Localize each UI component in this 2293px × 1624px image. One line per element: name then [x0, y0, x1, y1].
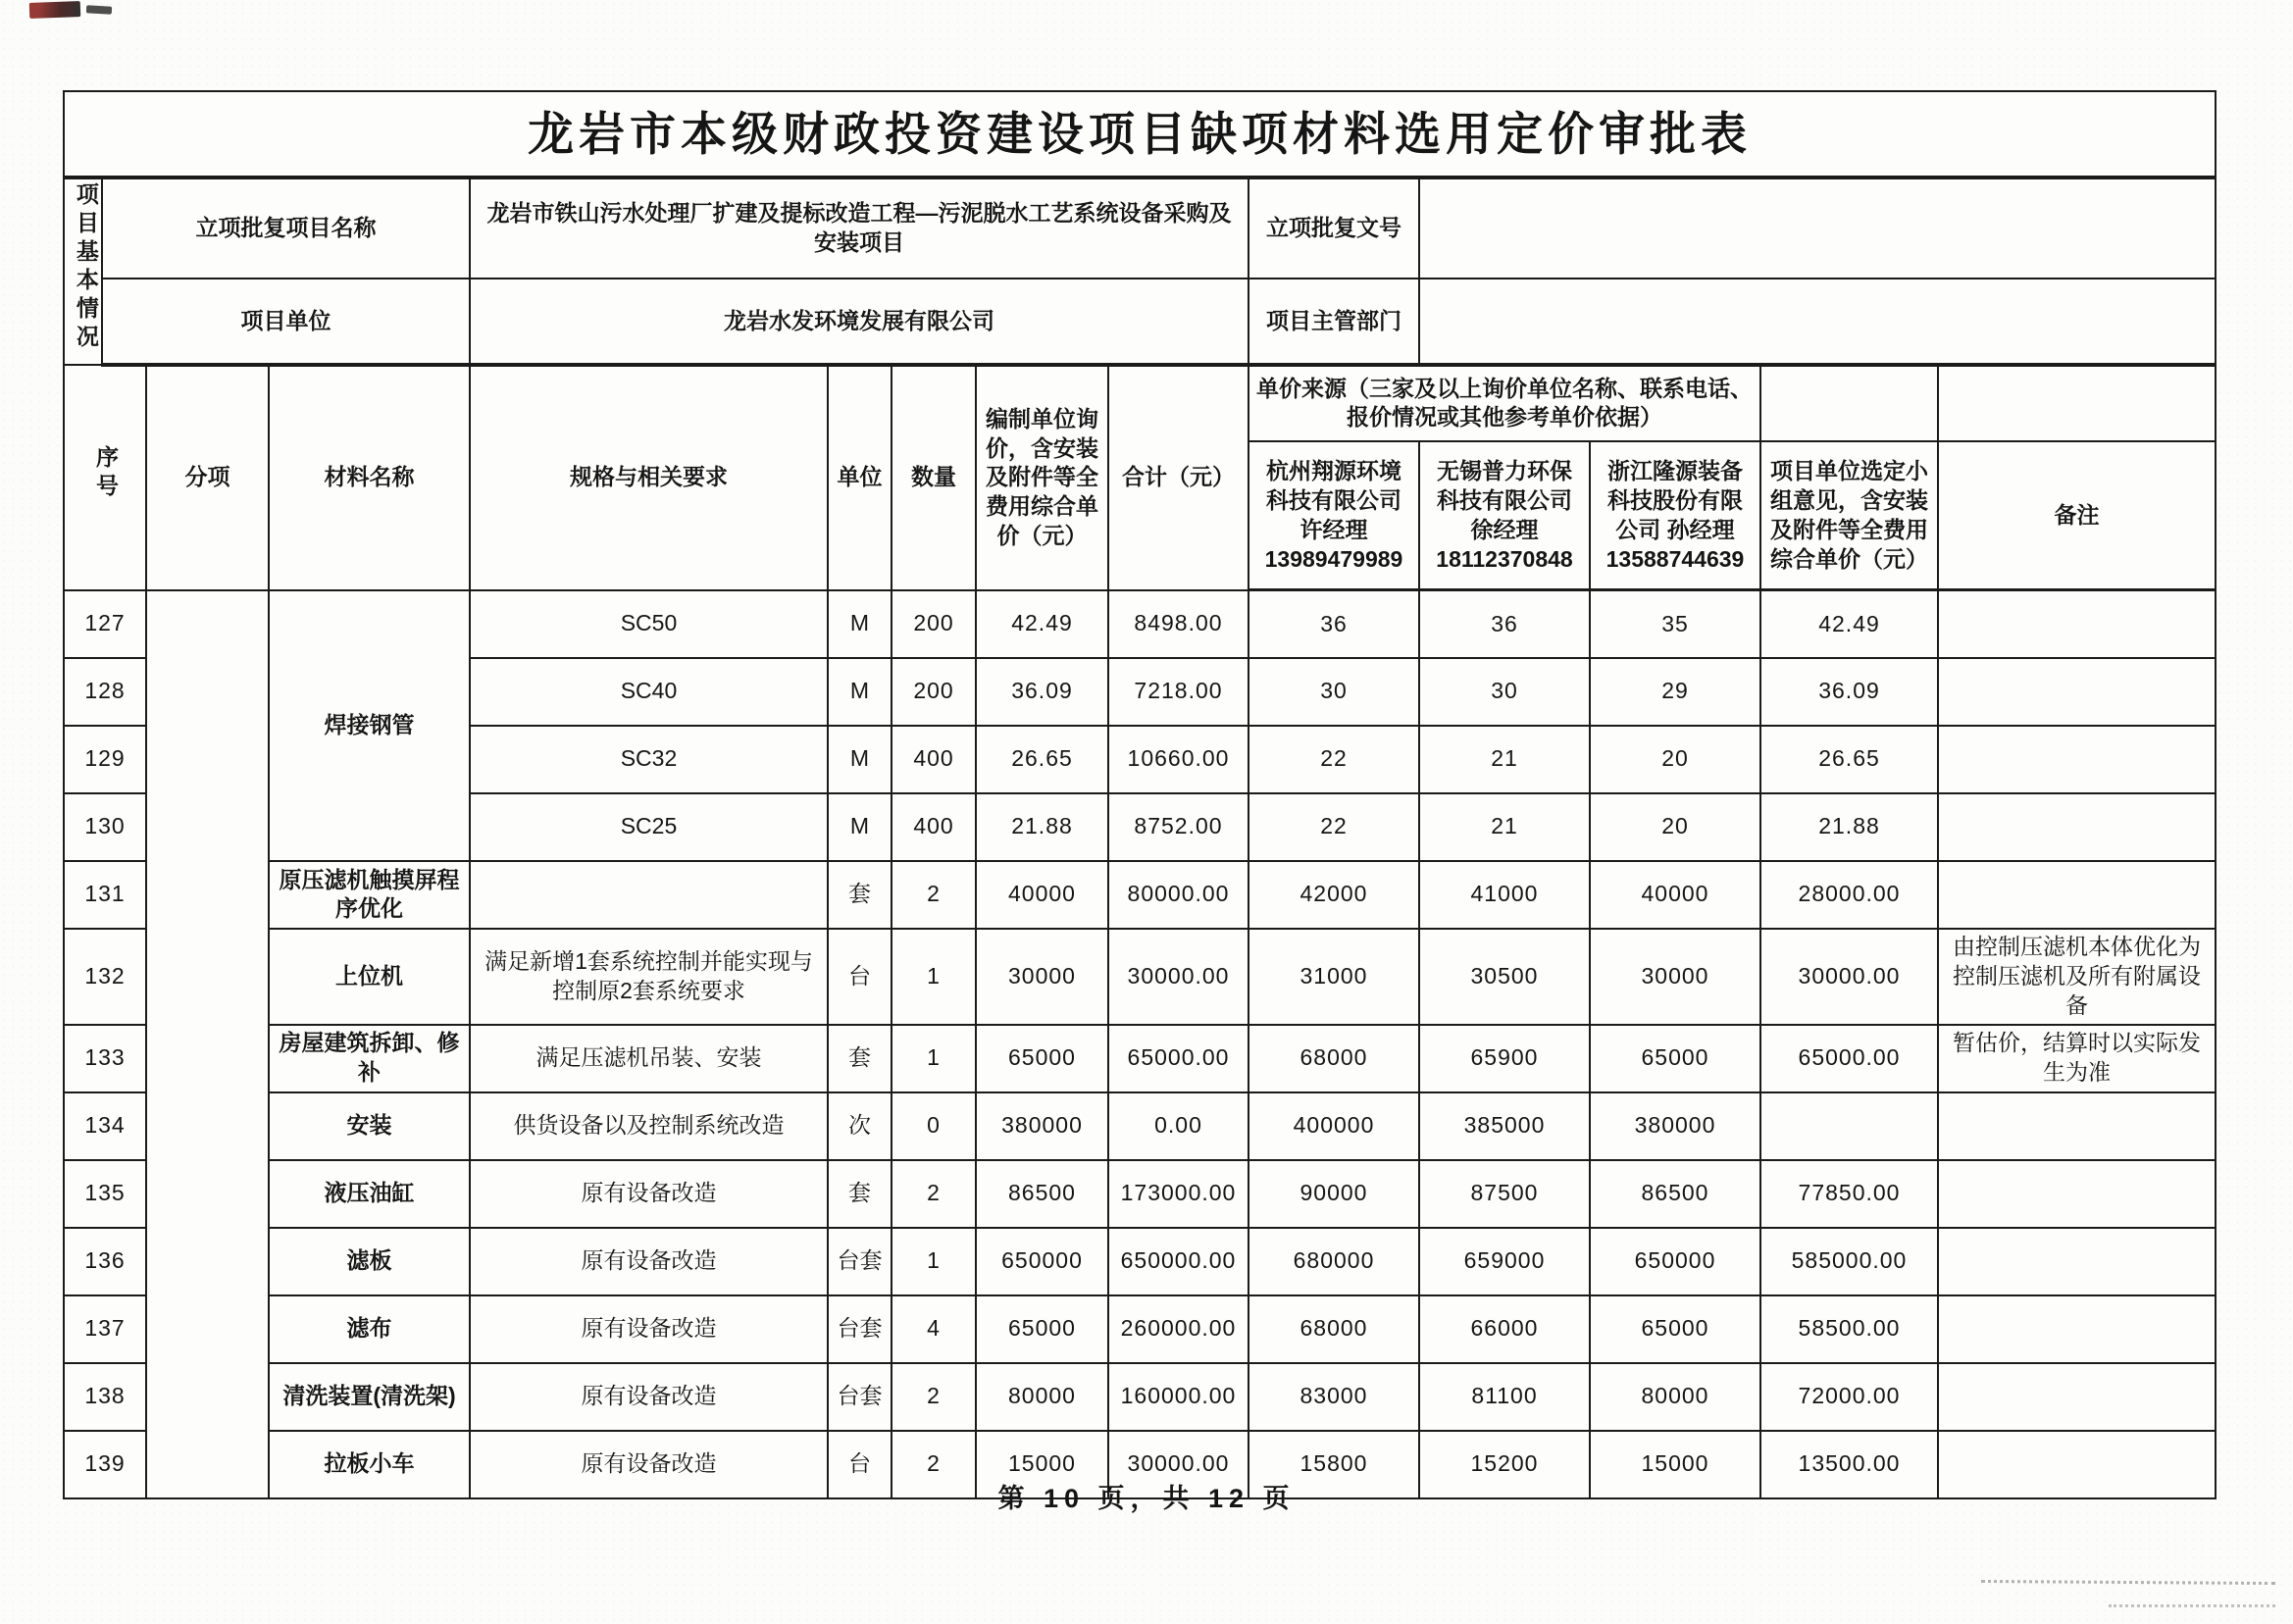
price-cell: 86500: [976, 1160, 1108, 1228]
total-cell: 650000.00: [1108, 1228, 1248, 1295]
vendor3-quote-cell: 40000: [1590, 861, 1760, 929]
col-header-vendor-2: [1419, 441, 1590, 590]
info-label-project-name: 立项批复项目名称: [102, 178, 470, 279]
info-value-project-name: 龙岩市铁山污水处理厂扩建及提标改造工程—污泥脱水工艺系统设备采购及安装项目: [470, 178, 1248, 279]
scan-artifact-bottom-right-2: [2109, 1604, 2275, 1607]
unit-cell: 台套: [828, 1295, 892, 1363]
vendor3-quote-cell: 29: [1590, 658, 1760, 726]
unit-cell: 套: [828, 1160, 892, 1228]
selected-price-cell: 28000.00: [1760, 861, 1938, 929]
vendor3-quote-cell: 86500: [1590, 1160, 1760, 1228]
info-value-supervising-department: [1419, 279, 2216, 365]
qty-cell: 1: [892, 1228, 976, 1295]
unit-cell: M: [828, 658, 892, 726]
vendor2-quote-cell: 385000: [1419, 1092, 1590, 1160]
info-label-approval-number: 立项批复文号: [1248, 178, 1419, 279]
vendor2-quote-cell: 87500: [1419, 1160, 1590, 1228]
selected-price-cell: 77850.00: [1760, 1160, 1938, 1228]
title-cell: [64, 91, 2216, 178]
vendor-name: 无锡普力环保科技有限公司 徐经理: [1437, 457, 1572, 542]
seq-cell: 129: [64, 726, 146, 793]
spec-cell: 原有设备改造: [470, 1295, 828, 1363]
selected-price-cell: 65000.00: [1760, 1025, 1938, 1092]
vendor3-quote-cell: 65000: [1590, 1025, 1760, 1092]
seq-cell: 132: [64, 929, 146, 1025]
remark-cell: [1938, 861, 2216, 929]
col-header-unit-price: 编制单位询价，含安装及附件等全费用综合单价（元）: [976, 365, 1108, 590]
total-cell: 65000.00: [1108, 1025, 1248, 1092]
col-header-subitem: 分项: [146, 365, 269, 590]
vendor3-quote-cell: 35: [1590, 590, 1760, 658]
material-cell: 安装: [269, 1092, 470, 1160]
unit-cell: M: [828, 590, 892, 658]
spec-cell: 供货设备以及控制系统改造: [470, 1092, 828, 1160]
selected-price-cell: 26.65: [1760, 726, 1938, 793]
unit-cell: M: [828, 726, 892, 793]
price-cell: 21.88: [976, 793, 1108, 861]
remark-cell: [1938, 1160, 2216, 1228]
info-side-label-cell: [64, 178, 102, 365]
vendor1-quote-cell: 68000: [1248, 1025, 1419, 1092]
vendor-name: 浙江隆源装备科技股份有限公司 孙经理: [1607, 457, 1743, 542]
selected-price-cell: [1760, 1092, 1938, 1160]
qty-cell: 2: [892, 1363, 976, 1431]
page-footer: 第 10 页，共 12 页: [997, 1484, 1296, 1513]
total-cell: 173000.00: [1108, 1160, 1248, 1228]
table-row: [64, 861, 2216, 929]
vendor3-quote-cell: 65000: [1590, 1295, 1760, 1363]
vendor2-quote-cell: 66000: [1419, 1295, 1590, 1363]
seq-cell: 135: [64, 1160, 146, 1228]
material-cell: 滤板: [269, 1228, 470, 1295]
col-header-selected-price: 项目单位选定小组意见，含安装及附件等全费用综合单价（元）: [1760, 441, 1938, 590]
material-cell: 上位机: [269, 929, 470, 1025]
total-cell: 260000.00: [1108, 1295, 1248, 1363]
remark-cell: [1938, 1363, 2216, 1431]
unit-cell: 套: [828, 861, 892, 929]
material-cell: 房屋建筑拆卸、修补: [269, 1025, 470, 1092]
vendor2-quote-cell: 15200: [1419, 1431, 1590, 1498]
qty-cell: 0: [892, 1092, 976, 1160]
spec-cell: 原有设备改造: [470, 1228, 828, 1295]
unit-cell: M: [828, 793, 892, 861]
vendor3-quote-cell: 20: [1590, 726, 1760, 793]
price-cell: 65000: [976, 1025, 1108, 1092]
price-cell: 80000: [976, 1363, 1108, 1431]
remark-cell: [1938, 590, 2216, 658]
spec-cell: 原有设备改造: [470, 1160, 828, 1228]
price-cell: 380000: [976, 1092, 1108, 1160]
col-header-vendor-3: [1590, 441, 1760, 590]
material-cell: 液压油缸: [269, 1160, 470, 1228]
price-cell: 30000: [976, 929, 1108, 1025]
vendor-phone: 13588744639: [1605, 545, 1745, 572]
subitem-cell: [146, 590, 269, 1498]
col-header-remark: 备注: [1938, 441, 2216, 590]
qty-cell: 200: [892, 590, 976, 658]
qty-cell: 4: [892, 1295, 976, 1363]
vendor1-quote-cell: 42000: [1248, 861, 1419, 929]
table-row: [64, 1295, 2216, 1363]
material-cell: 原压滤机触摸屏程序优化: [269, 861, 470, 929]
total-cell: 7218.00: [1108, 658, 1248, 726]
material-cell: 拉板小车: [269, 1431, 470, 1498]
table-row: [64, 178, 2216, 279]
seq-cell: 127: [64, 590, 146, 658]
info-label-supervising-department: 项目主管部门: [1248, 279, 1419, 365]
table-row: [64, 1228, 2216, 1295]
table-row: [64, 929, 2216, 1025]
seq-cell: 130: [64, 793, 146, 861]
vendor3-quote-cell: 20: [1590, 793, 1760, 861]
vendor3-quote-cell: 650000: [1590, 1228, 1760, 1295]
qty-cell: 1: [892, 929, 976, 1025]
spec-cell: SC32: [470, 726, 828, 793]
vendor3-quote-cell: 15000: [1590, 1431, 1760, 1498]
seq-cell: 136: [64, 1228, 146, 1295]
seq-cell: 139: [64, 1431, 146, 1498]
remark-cell: [1938, 658, 2216, 726]
unit-cell: 台: [828, 929, 892, 1025]
qty-cell: 200: [892, 658, 976, 726]
vendor1-quote-cell: 36: [1248, 590, 1419, 658]
vendor1-quote-cell: 31000: [1248, 929, 1419, 1025]
vendor-phone: 13989479989: [1264, 545, 1403, 572]
col-header-spec: 规格与相关要求: [470, 365, 828, 590]
price-cell: 40000: [976, 861, 1108, 929]
spec-cell: 原有设备改造: [470, 1431, 828, 1498]
spec-cell: SC50: [470, 590, 828, 658]
price-cell: 65000: [976, 1295, 1108, 1363]
unit-cell: 台套: [828, 1363, 892, 1431]
spec-cell: 满足压滤机吊装、安装: [470, 1025, 828, 1092]
col-header-material: 材料名称: [269, 365, 470, 590]
total-cell: 80000.00: [1108, 861, 1248, 929]
unit-cell: 台套: [828, 1228, 892, 1295]
vendor1-quote-cell: 22: [1248, 726, 1419, 793]
table-row: [64, 1160, 2216, 1228]
seq-cell: 128: [64, 658, 146, 726]
col-header-qty: 数量: [892, 365, 976, 590]
vendor-name: 杭州翔源环境科技有限公司 许经理: [1266, 457, 1401, 542]
total-cell: 30000.00: [1108, 1431, 1248, 1498]
total-cell: 8498.00: [1108, 590, 1248, 658]
selected-price-cell: 585000.00: [1760, 1228, 1938, 1295]
scan-artifact-bottom-right: [1981, 1580, 2275, 1585]
price-cell: 36.09: [976, 658, 1108, 726]
info-label-project-unit: 项目单位: [102, 279, 470, 365]
total-cell: 8752.00: [1108, 793, 1248, 861]
spec-cell: [470, 861, 828, 929]
total-cell: 30000.00: [1108, 929, 1248, 1025]
selected-price-cell: 42.49: [1760, 590, 1938, 658]
seq-cell: 137: [64, 1295, 146, 1363]
spec-cell: 原有设备改造: [470, 1363, 828, 1431]
selected-price-cell: 21.88: [1760, 793, 1938, 861]
vendor3-quote-cell: 30000: [1590, 929, 1760, 1025]
col-header-vendor-1: [1248, 441, 1419, 590]
table-row: [64, 1025, 2216, 1092]
selected-price-cell: 36.09: [1760, 658, 1938, 726]
remark-cell: [1938, 1295, 2216, 1363]
remark-cell: 暂估价，结算时以实际发生为准: [1938, 1025, 2216, 1092]
vendor3-quote-cell: 80000: [1590, 1363, 1760, 1431]
seq-cell: 131: [64, 861, 146, 929]
vendor1-quote-cell: 680000: [1248, 1228, 1419, 1295]
table-row: [64, 590, 2216, 658]
remark-cell: [1938, 1228, 2216, 1295]
table-row: [64, 279, 2216, 365]
remark-cell: [1938, 793, 2216, 861]
qty-cell: 400: [892, 793, 976, 861]
approval-table: [63, 90, 2217, 1499]
vendor2-quote-cell: 81100: [1419, 1363, 1590, 1431]
table-row: [64, 91, 2216, 178]
table-row: [64, 1363, 2216, 1431]
selected-price-cell: 58500.00: [1760, 1295, 1938, 1363]
remark-cell: [1938, 726, 2216, 793]
seq-cell: 133: [64, 1025, 146, 1092]
vendor2-quote-cell: 21: [1419, 726, 1590, 793]
total-cell: 10660.00: [1108, 726, 1248, 793]
material-cell: 清洗装置(清洗架): [269, 1363, 470, 1431]
qty-cell: 1: [892, 1025, 976, 1092]
qty-cell: 400: [892, 726, 976, 793]
table-header-row: [64, 365, 2216, 441]
vendor1-quote-cell: 68000: [1248, 1295, 1419, 1363]
vendor2-quote-cell: 659000: [1419, 1228, 1590, 1295]
scan-artifact-top-left: [29, 1, 81, 19]
vendor1-quote-cell: 15800: [1248, 1431, 1419, 1498]
info-value-project-unit: 龙岩水发环境发展有限公司: [470, 279, 1248, 365]
vendor1-quote-cell: 30: [1248, 658, 1419, 726]
page-title: 龙岩市本级财政投资建设项目缺项材料选用定价审批表: [528, 107, 1753, 160]
material-cell: 焊接钢管: [269, 590, 470, 861]
material-cell: 滤布: [269, 1295, 470, 1363]
qty-cell: 2: [892, 1431, 976, 1498]
selected-price-cell: 72000.00: [1760, 1363, 1938, 1431]
remark-cell: [1938, 1092, 2216, 1160]
vendor2-quote-cell: 41000: [1419, 861, 1590, 929]
selected-price-cell: 13500.00: [1760, 1431, 1938, 1498]
info-value-approval-number: [1419, 178, 2216, 279]
header-spacer-cell: [1760, 365, 1938, 441]
col-header-unit: 单位: [828, 365, 892, 590]
unit-cell: 次: [828, 1092, 892, 1160]
vendor-phone: 18112370848: [1436, 545, 1573, 572]
vendor2-quote-cell: 30: [1419, 658, 1590, 726]
total-cell: 0.00: [1108, 1092, 1248, 1160]
table-row: [64, 1092, 2216, 1160]
price-cell: 650000: [976, 1228, 1108, 1295]
scan-artifact-top-left-2: [86, 5, 112, 14]
col-header-price-source: 单价来源（三家及以上询价单位名称、联系电话、报价情况或其他参考单价依据）: [1248, 365, 1760, 441]
vendor2-quote-cell: 65900: [1419, 1025, 1590, 1092]
selected-price-cell: 30000.00: [1760, 929, 1938, 1025]
seq-cell: 138: [64, 1363, 146, 1431]
vendor3-quote-cell: 380000: [1590, 1092, 1760, 1160]
vendor1-quote-cell: 22: [1248, 793, 1419, 861]
vendor2-quote-cell: 36: [1419, 590, 1590, 658]
remark-cell: 由控制压滤机本体优化为控制压滤机及所有附属设备: [1938, 929, 2216, 1025]
total-cell: 160000.00: [1108, 1363, 1248, 1431]
vendor1-quote-cell: 83000: [1248, 1363, 1419, 1431]
spec-cell: 满足新增1套系统控制并能实现与控制原2套系统要求: [470, 929, 828, 1025]
header-spacer-cell: [1938, 365, 2216, 441]
vendor2-quote-cell: 21: [1419, 793, 1590, 861]
col-header-total: 合计（元）: [1108, 365, 1248, 590]
qty-cell: 2: [892, 1160, 976, 1228]
spec-cell: SC25: [470, 793, 828, 861]
vendor1-quote-cell: 90000: [1248, 1160, 1419, 1228]
vendor1-quote-cell: 400000: [1248, 1092, 1419, 1160]
col-header-seq: 序号: [64, 365, 146, 590]
unit-cell: 台: [828, 1431, 892, 1498]
vendor2-quote-cell: 30500: [1419, 929, 1590, 1025]
spec-cell: SC40: [470, 658, 828, 726]
price-cell: 15000: [976, 1431, 1108, 1498]
seq-cell: 134: [64, 1092, 146, 1160]
info-side-label: 项目基本情况: [73, 182, 99, 353]
unit-cell: 套: [828, 1025, 892, 1092]
qty-cell: 2: [892, 861, 976, 929]
price-cell: 26.65: [976, 726, 1108, 793]
price-cell: 42.49: [976, 590, 1108, 658]
